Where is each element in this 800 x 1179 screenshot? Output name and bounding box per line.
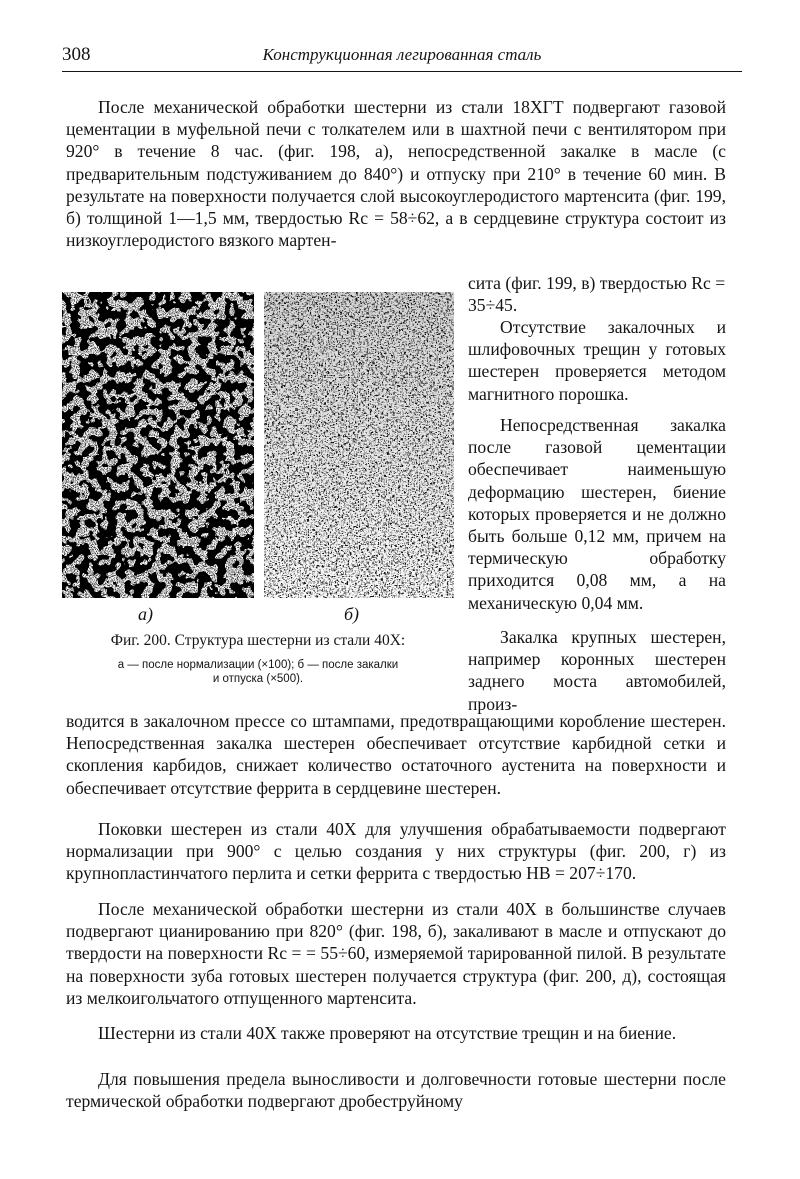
paragraph-7: Шестерни из стали 40Х также проверяют на отсутствие трещин и на биение. [98,1023,677,1043]
paragraph-1: После механической обработки шестерни из стали 18ХГТ подвергают газовой цементации в муфельной печи с толкателем или в шахтной печи с вентилятором при 920° в течение 8 час. (фиг. 198, а), непосредственной закалке в масле (с предварительным подстуживанием до 840°) и отпуску при 210° в течение 60 мин. В результате на поверхности получается слой высокоуглеродистого мартенсита (фиг. 199, б) толщиной 1—1,5 мм, твердостью Rc = 58÷62, а в сердцевине структура состоит из низкоуглеродистого вязкого мартен- [66,97,726,251]
figure-legend-line-1: а — после нормализации (×100); б — после закалки [117,659,399,671]
paragraph-4-start: Закалка крупных шестерен, например коронных шестерен заднего моста автомобилей, произ- [468,627,726,714]
page-number: 308 [62,44,91,65]
micrograph-a-svg [62,292,254,598]
running-title: Конструкционная легированная сталь [262,45,542,64]
micrograph-normalized-image [62,292,254,598]
paragraph-6: После механической обработки шестерни из стали 40Х в большинстве случаев подвергают цианированию при 820° (фиг. 198, б), закаливают в масле и отпускают до твердости на поверхности Rc = = 55÷60, измеряемой тарированной пилой. В результате на поверхности зуба готовых шестерен получается структура (фиг. 200, д), состоящая из мелкоигольчатого отпущенного мартенсита. [66,899,726,1008]
paragraph-5: Поковки шестерен из стали 40Х для улучшения обрабатываемости подвергают нормализации при 900° с целью создания у них структуры (фиг. 200, г) из крупнопластинчатого перлита и сетки феррита с твердостью HB = 207÷170. [66,819,726,884]
figure-label-a: а) [138,604,153,624]
paragraph-2: Отсутствие закалочных и шлифовочных трещин у готовых шестерен проверяется методом магнитного порошка. [468,317,726,404]
micrograph-b-svg [264,292,454,598]
paragraph-4-end: водится в закалочном прессе со штампами, предотвращающими коробление шестерен. Непосредственная закалка шестерен обеспечивает отсутствие карбидной сетки и скопления карбидов, снижает количество остаточного аустенита на поверхности и обеспечивает отсутствие феррита в сердцевине шестерен. [66,711,726,798]
page-header [62,44,742,72]
figure-label-b: б) [344,604,360,624]
paragraph-3: Непосредственная закалка после газовой цементации обеспечивает наименьшую деформацию шестерен, биение которых проверяется и не должно быть больше 0,12 мм, причем на термическую обработку приходится 0,08 мм, а на механическую 0,04 мм. [468,415,726,613]
figure-legend [62,658,454,686]
micrograph-hardened-image [264,292,454,598]
paragraph-8: Для повышения предела выносливости и долговечности готовые шестерни после термической обработки подвергают дробеструйному [66,1069,726,1112]
figure-200 [62,292,454,688]
header-rule [62,71,742,72]
paragraph-1-continuation: сита (фиг. 199, в) твердостью Rc = 35÷45. [468,273,726,316]
figure-caption: Фиг. 200. Структура шестерни из стали 40Х: [110,632,406,649]
figure-legend-line-2: и отпуска (×500). [212,673,304,685]
